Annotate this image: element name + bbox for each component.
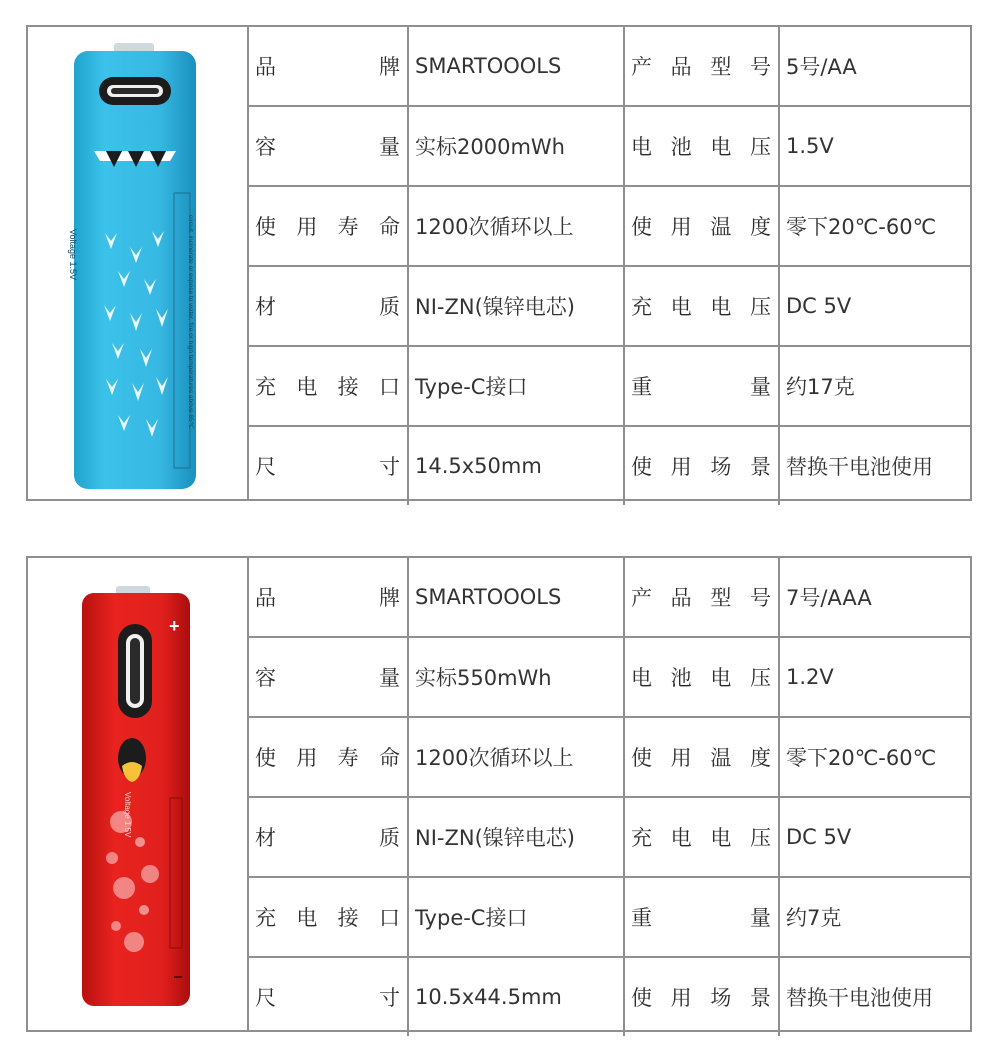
label-lifespan: 使用寿命	[249, 186, 408, 266]
aa-warning-text: circuit, incinerate or expose to water, fire or high temperatures above 65℃	[187, 215, 194, 429]
value-voltage: 1.2V	[779, 637, 972, 717]
label-model: 产品型号	[624, 558, 779, 637]
value-port: Type-C接口	[408, 877, 624, 957]
value-temperature: 零下20℃-60℃	[779, 186, 972, 266]
label-temperature: 使用温度	[624, 717, 779, 797]
label-weight: 重量	[624, 346, 779, 426]
label-weight: 重量	[624, 877, 779, 957]
label-port: 充电接口	[249, 877, 408, 957]
value-brand: SMARTOOOLS	[408, 27, 624, 106]
value-material: NI-ZN(镍锌电芯)	[408, 266, 624, 346]
aaa-battery-image	[78, 586, 194, 1012]
aa-battery-image	[70, 43, 202, 493]
aa-voltage-text: Voltage 1.5V	[68, 229, 78, 281]
label-brand: 品牌	[249, 27, 408, 106]
product-photo-cell	[28, 558, 249, 1030]
table-row	[249, 27, 972, 106]
value-usage: 替换干电池使用	[779, 426, 972, 505]
value-lifespan: 1200次循环以上	[408, 186, 624, 266]
aaa-plus-sign: +	[169, 616, 180, 636]
table-row	[249, 558, 972, 637]
table-row	[249, 637, 972, 717]
label-material: 材质	[249, 797, 408, 877]
spec-block-aa	[26, 25, 972, 501]
value-capacity: 实标2000mWh	[408, 106, 624, 186]
label-size: 尺寸	[249, 426, 408, 505]
value-size: 10.5x44.5mm	[408, 957, 624, 1036]
value-material: NI-ZN(镍锌电芯)	[408, 797, 624, 877]
value-usage: 替换干电池使用	[779, 957, 972, 1036]
label-voltage: 电池电压	[624, 637, 779, 717]
label-usage: 使用场景	[624, 957, 779, 1036]
table-row	[249, 957, 972, 1036]
aaa-voltage-text: Voltage 1.5V	[123, 792, 132, 838]
spec-table-aaa	[249, 558, 972, 1036]
product-photo-cell	[28, 27, 249, 499]
value-charge-voltage: DC 5V	[779, 266, 972, 346]
value-weight: 约7克	[779, 877, 972, 957]
value-model: 7号/AAA	[779, 558, 972, 637]
label-brand: 品牌	[249, 558, 408, 637]
label-model: 产品型号	[624, 27, 779, 106]
label-usage: 使用场景	[624, 426, 779, 505]
label-voltage: 电池电压	[624, 106, 779, 186]
value-voltage: 1.5V	[779, 106, 972, 186]
label-lifespan: 使用寿命	[249, 717, 408, 797]
label-port: 充电接口	[249, 346, 408, 426]
label-capacity: 容量	[249, 106, 408, 186]
value-port: Type-C接口	[408, 346, 624, 426]
table-row	[249, 266, 972, 346]
table-row	[249, 717, 972, 797]
value-lifespan: 1200次循环以上	[408, 717, 624, 797]
value-size: 14.5x50mm	[408, 426, 624, 505]
value-brand: SMARTOOOLS	[408, 558, 624, 637]
label-temperature: 使用温度	[624, 186, 779, 266]
value-temperature: 零下20℃-60℃	[779, 717, 972, 797]
table-row	[249, 877, 972, 957]
table-row	[249, 797, 972, 877]
value-capacity: 实标550mWh	[408, 637, 624, 717]
spec-block-aaa	[26, 556, 972, 1032]
value-model: 5号/AA	[779, 27, 972, 106]
table-row	[249, 426, 972, 505]
value-weight: 约17克	[779, 346, 972, 426]
table-row	[249, 106, 972, 186]
label-charge-voltage: 充电电压	[624, 266, 779, 346]
label-size: 尺寸	[249, 957, 408, 1036]
value-charge-voltage: DC 5V	[779, 797, 972, 877]
table-row	[249, 186, 972, 266]
label-charge-voltage: 充电电压	[624, 797, 779, 877]
label-capacity: 容量	[249, 637, 408, 717]
table-row	[249, 346, 972, 426]
spec-table-aa	[249, 27, 972, 505]
label-material: 材质	[249, 266, 408, 346]
